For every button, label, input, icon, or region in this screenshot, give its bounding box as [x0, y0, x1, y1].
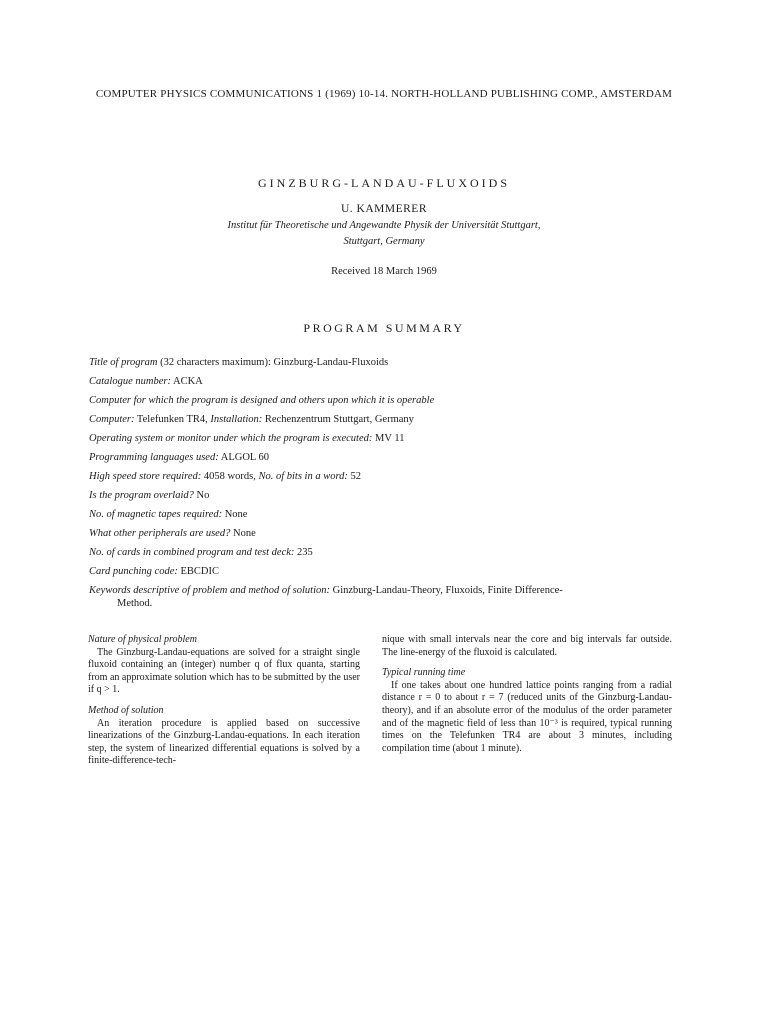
summary-item	[89, 429, 689, 448]
summary-value: None	[222, 509, 248, 520]
running-time-text: If one takes about one hundred lattice points ranging from a radial distance r = 0 to about r = 7 (reduced units of the Ginzburg-Landau-theory), and if an absolute error of the modulus of the order parameter and of the magnetic field of less than 10⁻³ is required, typical running times on the Telefunken TR4 are about 3 minutes, including compilation time (about 1 minute).	[382, 679, 672, 754]
summary-item	[89, 581, 689, 610]
summary-item	[89, 543, 689, 562]
summary-value: None	[230, 528, 256, 539]
summary-value: ALGOL 60	[218, 452, 270, 463]
author-name: U. KAMMERER	[340, 203, 427, 215]
summary-value: 4058 words,	[201, 471, 259, 482]
summary-item	[89, 391, 689, 410]
summary-value: Telefunken TR4,	[134, 414, 211, 425]
summary-item	[89, 486, 689, 505]
article-title: GINZBURG-LANDAU-FLUXOIDS	[258, 176, 510, 190]
left-column	[88, 634, 360, 768]
summary-value: 235	[294, 547, 313, 558]
nature-text: The Ginzburg-Landau-equations are solved for a straight single fluxoid containing an (integer) number q of flux quanta, starting from an approximate solution which has to be submitted by the user if q > 1.	[88, 646, 360, 696]
method-text-continued: nique with small intervals near the core and big intervals far outside. The line-energy of the fluxoid is calculated.	[382, 634, 672, 658]
summary-label: Title of program	[89, 357, 158, 368]
summary-value: 52	[347, 471, 362, 482]
summary-value: Rechenzentrum Stuttgart, Germany	[262, 414, 414, 425]
summary-label: What other peripherals are used?	[89, 528, 231, 539]
nature-heading: Nature of physical problem	[88, 634, 197, 645]
summary-value: ACKA	[170, 376, 203, 387]
right-column	[382, 634, 672, 755]
summary-item	[89, 353, 689, 372]
summary-item	[89, 505, 689, 524]
summary-value: (32 characters maximum): Ginzburg-Landau-Fluxoids	[157, 357, 389, 368]
running-time-heading: Typical running time	[382, 667, 466, 679]
summary-item	[89, 524, 689, 543]
summary-value: MV 11	[372, 433, 405, 444]
method-text: An iteration procedure is applied based on successive linearizations of the Ginzburg-Landau-equations. In each iteration step, the system of linearized differential equations is solved by a finite-difference-tech-	[88, 717, 360, 767]
summary-list	[89, 353, 689, 610]
summary-item	[89, 467, 689, 486]
summary-item	[89, 372, 689, 391]
summary-label: Computer for which the program is designed and others upon which it is operable	[89, 395, 435, 406]
summary-label: High speed store required:	[89, 471, 202, 482]
summary-label: Keywords descriptive of problem and method of solution:	[89, 585, 330, 596]
summary-label: No. of magnetic tapes required:	[89, 509, 223, 520]
received-date: Received 18 March 1969	[331, 266, 437, 277]
summary-value-continued: Method.	[117, 598, 153, 609]
method-heading: Method of solution	[88, 704, 164, 716]
summary-label: Operating system or monitor under which the program is executed:	[89, 433, 373, 444]
summary-item	[89, 562, 689, 581]
summary-label: Is the program overlaid?	[89, 490, 194, 501]
affiliation-line: Stuttgart, Germany	[343, 236, 425, 247]
summary-value: No	[193, 490, 210, 501]
summary-value: EBCDIC	[177, 566, 219, 577]
summary-label: Computer:	[89, 414, 135, 425]
summary-label: Programming languages used:	[89, 452, 219, 463]
summary-label: Catalogue number:	[89, 376, 171, 387]
summary-label: Card punching code:	[89, 566, 178, 577]
journal-header: COMPUTER PHYSICS COMMUNICATIONS 1 (1969) 10-14. NORTH-HOLLAND PUBLISHING COMP., AMSTERDAM	[95, 88, 673, 100]
summary-label: Installation:	[210, 414, 263, 425]
affiliation-line: Institut für Theoretische und Angewandte Physik der Universität Stuttgart,	[227, 220, 541, 231]
summary-heading: PROGRAM SUMMARY	[303, 321, 465, 335]
summary-label: No. of cards in combined program and test deck:	[89, 547, 295, 558]
summary-item	[89, 410, 689, 429]
summary-value: Ginzburg-Landau-Theory, Fluxoids, Finite Difference-	[330, 585, 563, 596]
summary-item	[89, 448, 689, 467]
summary-label: No. of bits in a word:	[258, 471, 348, 482]
